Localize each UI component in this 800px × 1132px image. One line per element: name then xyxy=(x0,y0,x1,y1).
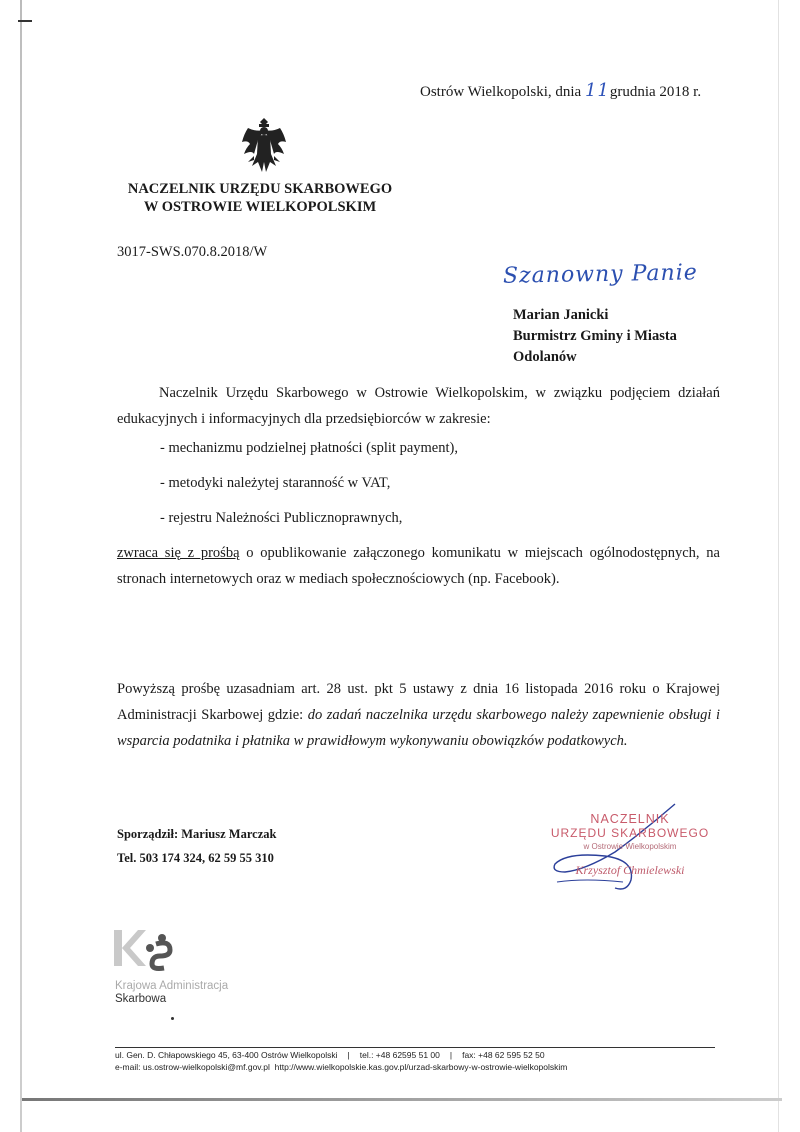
author-block xyxy=(117,822,276,870)
intro-paragraph: Naczelnik Urzędu Skarbowego w Ostrowie Wielkopolskim, w związku podjęciem działań edukacyjnych i informacyjnych dla przedsiębiorców w zakresie: xyxy=(117,385,720,427)
footer-tel: tel.: +48 62595 51 00 xyxy=(359,1050,440,1060)
issuing-office xyxy=(60,180,460,216)
office-line-1: NACZELNIK URZĘDU SKARBOWEGO xyxy=(127,181,393,197)
scan-mark xyxy=(18,20,32,22)
footer-url: http://www.wielkopolskie.kas.gov.pl/urzad-skarbowy-w-ostrowie-wielkopolskim xyxy=(274,1062,568,1072)
scan-edge-right xyxy=(778,0,779,1132)
basis-quote: do zadań naczelnika urzędu skarbowego należy zapewnienie obsługi i wsparcia podatnika i płatnika w prawidłowym wykonywaniu obowiązków podatkowych. xyxy=(117,707,720,749)
footer-line-2 xyxy=(115,1061,567,1073)
prepared-by: Sporządził: Mariusz Marczak xyxy=(117,827,277,841)
list-item: - rejestru Należności Publicznoprawnych, xyxy=(160,510,403,526)
date-prefix: Ostrów Wielkopolski, dnia xyxy=(420,84,582,100)
scan-edge-left xyxy=(20,0,22,1132)
basis-text: Powyższą prośbę uzasadniam art. 28 ust. pkt 5 ustawy z dnia 16 listopada 2016 roku o Krajowej Administracji Skarbowej gdzie: xyxy=(117,681,720,723)
footer xyxy=(115,1049,567,1073)
scan-dot xyxy=(171,1017,174,1020)
stamp-line-3: w Ostrowie Wielkopolskim xyxy=(583,842,677,851)
request-text: o opublikowanie załączonego komunikatu w miejscach ogólnodostępnych, na stronach internetowych oraz w mediach społecznościowych (np. Facebook). xyxy=(117,545,720,587)
stamp-signer: Krzysztof Chmielewski xyxy=(575,863,685,877)
footer-address: ul. Gen. D. Chłapowskiego 45, 63-400 Ostrów Wielkopolski xyxy=(115,1050,338,1060)
recipient-title: Burmistrz Gminy i Miasta xyxy=(513,328,677,344)
date-line xyxy=(420,80,701,101)
office-line-2: W OSTROWIE WIELKOPOLSKIM xyxy=(143,199,377,215)
logo-line-1: Krajowa Administracja xyxy=(115,980,229,992)
handwritten-salutation: Szanowny Panie xyxy=(502,260,698,289)
list-item: - metodyki należytej staranność w VAT, xyxy=(160,475,391,491)
recipient-block xyxy=(513,305,677,368)
author-phone: Tel. 503 174 324, 62 59 55 310 xyxy=(117,851,274,865)
recipient-name: Marian Janicki xyxy=(513,307,609,323)
date-day-handwritten: 11 xyxy=(584,80,610,101)
footer-email: e-mail: us.ostrow-wielkopolski@mf.gov.pl xyxy=(115,1062,270,1072)
recipient-place: Odolanów xyxy=(513,349,577,365)
footer-line-1: ul. Gen. D. Chłapowskiego 45, 63-400 Ostrów Wielkopolski | tel.: +48 62595 51 00 | fax: +48 62 595 52 50 xyxy=(115,1050,545,1060)
kas-logo-icon xyxy=(112,926,176,974)
request-paragraph xyxy=(117,540,720,592)
kas-logo-text xyxy=(115,980,228,1006)
eagle-emblem-icon xyxy=(240,118,288,176)
stamp-line-1: NACZELNIK xyxy=(590,812,670,826)
stamp-line-2: URZĘDU SKARBOWEGO xyxy=(550,826,710,840)
topic-list xyxy=(160,440,458,545)
scan-edge-bottom xyxy=(22,1098,782,1101)
legal-basis-paragraph xyxy=(117,676,720,754)
footer-divider xyxy=(115,1047,715,1048)
list-item: - mechanizmu podzielnej płatności (split payment), xyxy=(160,440,458,456)
request-underlined: zwraca się z prośbą xyxy=(117,545,240,561)
footer-fax: fax: +48 62 595 52 50 xyxy=(462,1050,545,1060)
official-stamp xyxy=(545,812,715,878)
date-suffix: grudnia 2018 r. xyxy=(609,84,702,100)
reference-number: 3017-SWS.070.8.2018/W xyxy=(117,244,268,260)
logo-line-2: Skarbowa xyxy=(115,993,167,1005)
